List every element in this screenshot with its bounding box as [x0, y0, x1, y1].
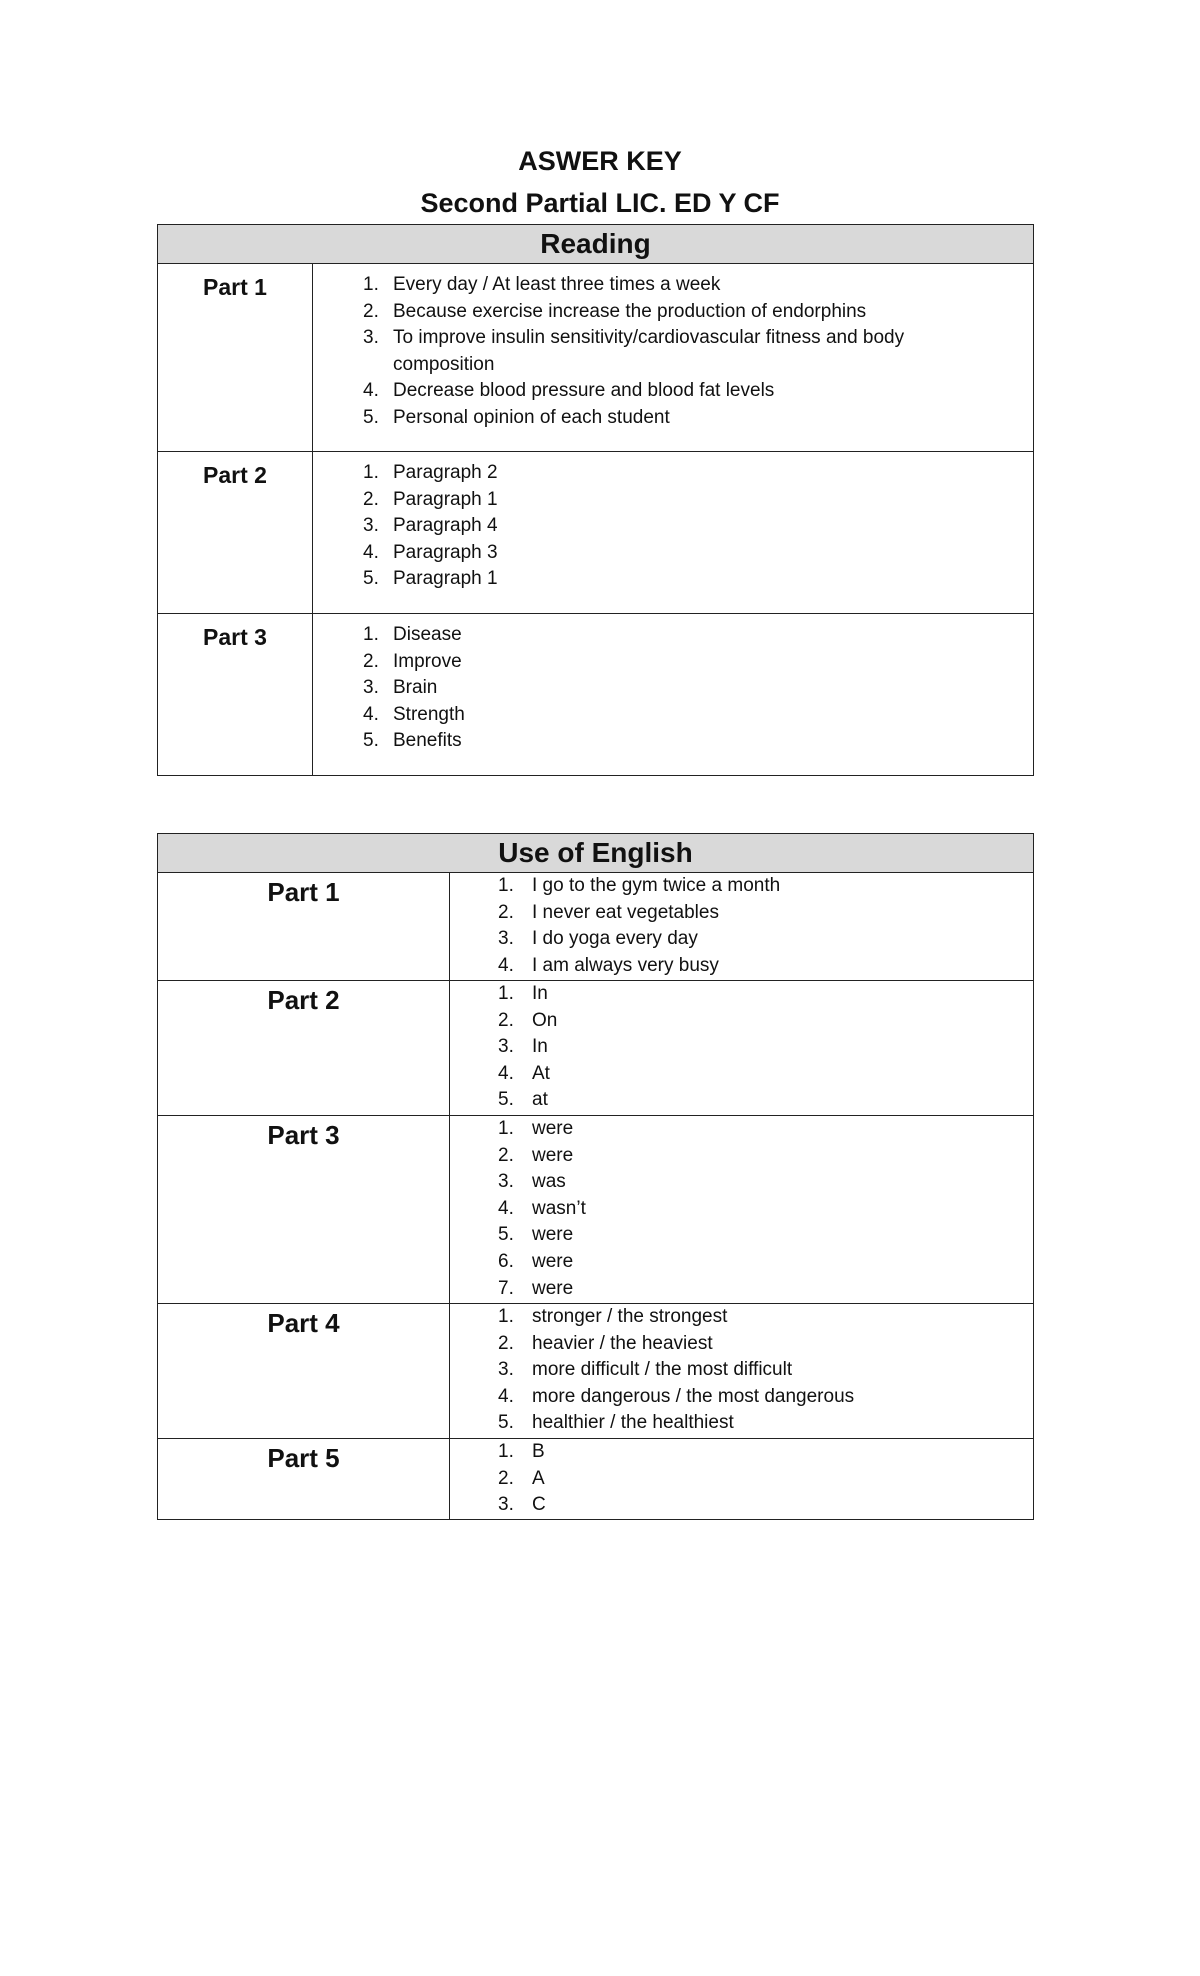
answer-item: 5. Paragraph 1 [363, 568, 498, 589]
answer-item: 3. To improve insulin sensitivity/cardiovascular fitness and body composition [363, 327, 905, 375]
english-part-5-label: Part 5 [158, 1439, 450, 1520]
english-part-4-label: Part 4 [158, 1304, 450, 1439]
reading-part-1-label: Part 1 [158, 264, 313, 452]
answer-item: 1. Disease [363, 624, 462, 645]
answer-item: 4. I am always very busy [498, 954, 719, 976]
answer-item: 2. heavier / the heaviest [498, 1332, 713, 1354]
answer-item: 4. wasn’t [498, 1197, 586, 1219]
answer-item: 3. In [498, 1036, 548, 1058]
answer-item: 1. I go to the gym twice a month [498, 875, 781, 896]
answer-item: 2. On [498, 1009, 558, 1031]
reading-part-3-label: Part 3 [158, 614, 313, 776]
answer-item: 5. Benefits [363, 730, 462, 751]
answer-item: 4. Paragraph 3 [363, 541, 498, 563]
answer-item: 5. were [498, 1224, 574, 1246]
answer-item: 4. At [498, 1062, 550, 1084]
answer-item: 3. Brain [363, 677, 438, 698]
answer-item: 1. were [498, 1118, 574, 1139]
english-part-2-answers [450, 981, 1034, 1116]
answer-item: 5. healthier / the healthiest [498, 1412, 734, 1434]
answer-item: 2. I never eat vegetables [498, 901, 719, 923]
english-part-3-label: Part 3 [158, 1116, 450, 1304]
answer-item: 3. more difficult / the most difficult [498, 1359, 793, 1381]
answer-item: 1. stronger / the strongest [498, 1306, 728, 1327]
answer-item: 7. were [498, 1277, 574, 1299]
answer-item: 2. Improve [363, 650, 462, 672]
english-part-2-label: Part 2 [158, 981, 450, 1116]
reading-part-2-answers [313, 452, 1034, 614]
answer-item: 3. I do yoga every day [498, 928, 698, 950]
answer-item: 2. Because exercise increase the production of endorphins [363, 300, 867, 322]
answer-item: 4. Decrease blood pressure and blood fat levels [363, 380, 775, 401]
answer-item: 1. Every day / At least three times a week [363, 274, 721, 295]
answer-item: 2. Paragraph 1 [363, 488, 498, 510]
answer-item: 4. more dangerous / the most dangerous [498, 1385, 855, 1407]
answer-item: 1. B [498, 1441, 545, 1462]
reading-part-2-label: Part 2 [158, 452, 313, 614]
answer-item: 6. were [498, 1250, 574, 1272]
use-of-english-heading: Use of English [158, 834, 1034, 873]
answer-item: 1. In [498, 983, 548, 1004]
english-part-1-label: Part 1 [158, 873, 450, 981]
english-part-5-answers [450, 1439, 1034, 1520]
reading-table [157, 224, 1034, 776]
answer-item: 3. Paragraph 4 [363, 515, 498, 536]
answer-item: 3. C [498, 1494, 546, 1516]
answer-item: 2. were [498, 1144, 574, 1166]
page-subtitle: Second Partial LIC. ED Y CF [420, 188, 780, 218]
reading-part-1-answers [313, 264, 1034, 452]
answer-item: 5. at [498, 1089, 548, 1111]
use-of-english-table [157, 833, 1034, 1520]
answer-item: 5. Personal opinion of each student [363, 406, 670, 428]
english-part-3-answers [450, 1116, 1034, 1304]
answer-item: 3. was [498, 1171, 566, 1193]
page-title: ASWER KEY [518, 146, 682, 176]
answer-item: 1. Paragraph 2 [363, 462, 498, 483]
english-part-4-answers [450, 1304, 1034, 1439]
reading-heading: Reading [158, 225, 1034, 264]
answer-item: 4. Strength [363, 703, 465, 725]
answer-item: 2. A [498, 1467, 545, 1489]
english-part-1-answers [450, 873, 1034, 981]
reading-part-3-answers [313, 614, 1034, 776]
